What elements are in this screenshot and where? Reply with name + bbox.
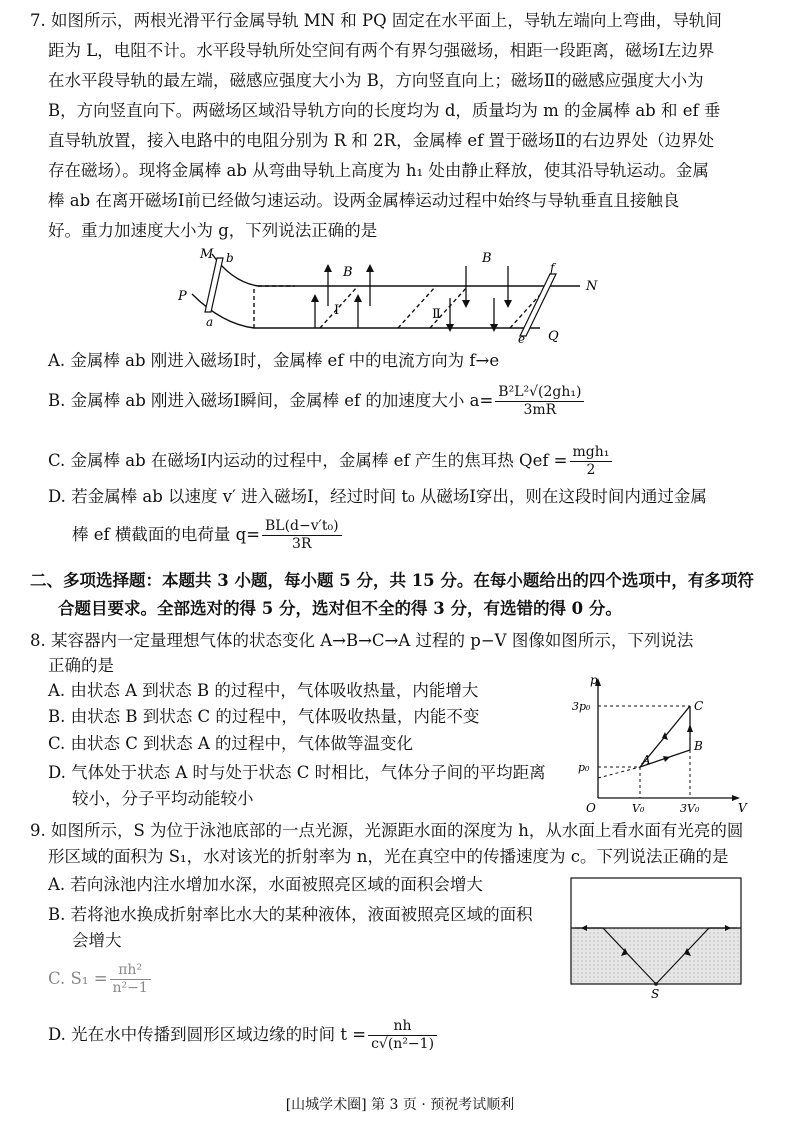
q7-option-c-text: C. 金属棒 ab 在磁场Ⅰ内运动的过程中，金属棒 ef 产生的焦耳热 Qef = — [48, 451, 568, 470]
q7-line-6: 存在磁场）。现将金属棒 ab 从弯曲导轨上高度为 h₁ 处由静止释放，使其沿导轨运动。金属 — [48, 161, 709, 180]
rod-ef — [520, 274, 556, 336]
q9-option-c — [48, 962, 153, 997]
q8-option-c: C. 由状态 C 到状态 A 的过程中，气体做等温变化 — [48, 734, 414, 753]
tick-label-p0: p₀ — [578, 761, 590, 774]
tick-label-3v0: 3V₀ — [680, 802, 700, 815]
q7-option-c-fraction: $\frac{\text{mgh₁}}{2}$ — [570, 444, 613, 479]
q7-line-2: 距为 L，电阻不计。水平段导轨所处空间有两个有界匀强磁场，相距一段距离，磁场Ⅰ左边界 — [48, 41, 715, 60]
q7-line-3: 在水平段导轨的最左端，磁感应强度大小为 B，方向竖直向上；磁场Ⅱ的磁感应强度大小为 — [48, 71, 704, 90]
water-region — [571, 928, 741, 984]
q8-option-d-line-2: 较小，分子平均动能较小 — [72, 789, 254, 808]
q9-option-d — [48, 1018, 439, 1053]
axis-label-v: V — [738, 801, 747, 815]
q7-option-d-line-2 — [72, 518, 344, 553]
rod-ab — [205, 258, 223, 312]
label-e: e — [518, 332, 526, 344]
label-field-II: Ⅱ — [432, 307, 441, 322]
q7-line-8: 好。重力加速度大小为 g，下列说法正确的是 — [48, 221, 378, 240]
q9-pool-diagram — [565, 876, 747, 1000]
tick-label-v0: V₀ — [632, 802, 645, 815]
q9-option-c-fraction: $\frac{\text{πh²}}{\text{n²−1}}$ — [110, 962, 151, 997]
q7-option-d-line-1: D. 若金属棒 ab 以速度 v′ 进入磁场Ⅰ，经过时间 t₀ 从磁场Ⅰ穿出，则在这段时间内通过金属 — [48, 487, 707, 506]
q9-option-a: A. 若向泳池内注水增加水深，水面被照亮区域的面积会增大 — [48, 875, 483, 894]
q7-option-b-fraction: $\frac{\text{B²L²√(2gh₁)}}{3mR}$ — [495, 384, 584, 419]
q8-option-a: A. 由状态 A 到状态 B 的过程中，气体吸收热量，内能增大 — [48, 681, 479, 700]
q9-option-d-text: D. 光在水中传播到圆形区域边缘的时间 t = — [48, 1025, 367, 1044]
rail-mn — [212, 254, 580, 286]
state-label-b: B — [694, 739, 703, 753]
origin-label: O — [586, 801, 596, 815]
field1-right-dash — [398, 286, 436, 328]
q7-line-7: 棒 ab 在离开磁场Ⅰ前已经做匀速运动。设两金属棒运动过程中始终与导轨垂直且接触良 — [48, 191, 680, 210]
arrow-bc — [687, 724, 693, 732]
q9-option-d-fraction: $\frac{nh}{\text{c√(n²−1)}}$ — [368, 1018, 437, 1053]
rail-pq — [192, 294, 540, 328]
q7-rail-figure — [170, 246, 610, 344]
label-a: a — [206, 315, 214, 329]
label-s: S — [651, 987, 660, 1000]
q7-option-c — [48, 444, 614, 479]
q8-line-2: 正确的是 — [48, 656, 114, 675]
q7-option-a: A. 金属棒 ab 刚进入磁场Ⅰ时，金属棒 ef 中的电流方向为 f→e — [48, 351, 500, 370]
q8-line-1: 8. 某容器内一定量理想气体的状态变化 A→B→C→A 过程的 p−V 图像如图所示，下列说法 — [30, 631, 694, 650]
q8-option-b: B. 由状态 B 到状态 C 的过程中，气体吸收热量，内能不变 — [48, 707, 480, 726]
section2-heading-line-2: 合题目要求。全部选对的得 5 分，选对但不全的得 3 分，有选错的得 0 分。 — [58, 599, 622, 618]
arrow-ab — [663, 756, 670, 762]
section2-heading-line-1: 二、多项选择题：本题共 3 小题，每小题 5 分，共 15 分。在每小题给出的四个选项中，有多项符 — [30, 571, 754, 590]
label-P: P — [178, 289, 187, 304]
label-field-I: Ⅰ — [334, 303, 340, 318]
axis-label-p: p — [590, 673, 598, 687]
label-N: N — [586, 279, 598, 294]
tick-label-3p0: 3p₀ — [572, 700, 591, 713]
q7-line-4: B，方向竖直向下。两磁场区域沿导轨方向的长度均为 d，质量均为 m 的金属棒 ab 和 ef 垂 — [48, 101, 721, 120]
q9-option-b-line-1: B. 若将池水换成折射率比水大的某种液体，液面被照亮区域的面积 — [48, 905, 533, 924]
q9-line-1: 9. 如图所示，S 为位于泳池底部的一点光源，光源距水面的深度为 h，从水面上看水面有光亮的圆 — [30, 821, 744, 840]
page-footer: [山城学术圈] 第 3 页 · 预祝考试顺利 — [285, 1097, 515, 1113]
state-label-c: C — [694, 699, 704, 713]
label-b: b — [226, 251, 234, 265]
q8-pv-diagram — [570, 670, 750, 816]
q7-option-b-text: B. 金属棒 ab 刚进入磁场Ⅰ瞬间，金属棒 ef 的加速度大小 a= — [48, 391, 494, 410]
state-label-a: A — [642, 753, 651, 767]
q7-option-b — [48, 384, 586, 419]
q7-line-1: 7. 如图所示，两根光滑平行金属导轨 MN 和 PQ 固定在水平面上，导轨左端向上弯曲，导轨间 — [30, 11, 722, 30]
q9-option-c-text: C. S₁ = — [48, 969, 108, 988]
label-field2-B: B — [482, 251, 492, 266]
q9-option-b-line-2: 会增大 — [72, 931, 122, 950]
label-field1-B: B — [343, 265, 353, 280]
label-Q: Q — [548, 329, 559, 344]
label-M: M — [200, 247, 214, 262]
q7-line-5: 直导轨放置，接入电路中的电阻分别为 R 和 2R，金属棒 ef 置于磁场Ⅱ的右边界处（边界处 — [48, 131, 715, 150]
label-f: f — [550, 261, 555, 275]
q7-option-d-text: 棒 ef 横截面的电荷量 q= — [72, 525, 260, 544]
q9-line-2: 形区域的面积为 S₁，水对该光的折射率为 n，光在真空中的传播速度为 c。下列说法正确的是 — [48, 847, 729, 866]
light-source — [654, 982, 658, 986]
q7-option-d-fraction: $\frac{\text{BL(d−v′t₀)}}{3R}$ — [262, 518, 342, 553]
q8-option-d-line-1: D. 气体处于状态 A 时与处于状态 C 时相比，气体分子间的平均距离 — [48, 763, 546, 782]
